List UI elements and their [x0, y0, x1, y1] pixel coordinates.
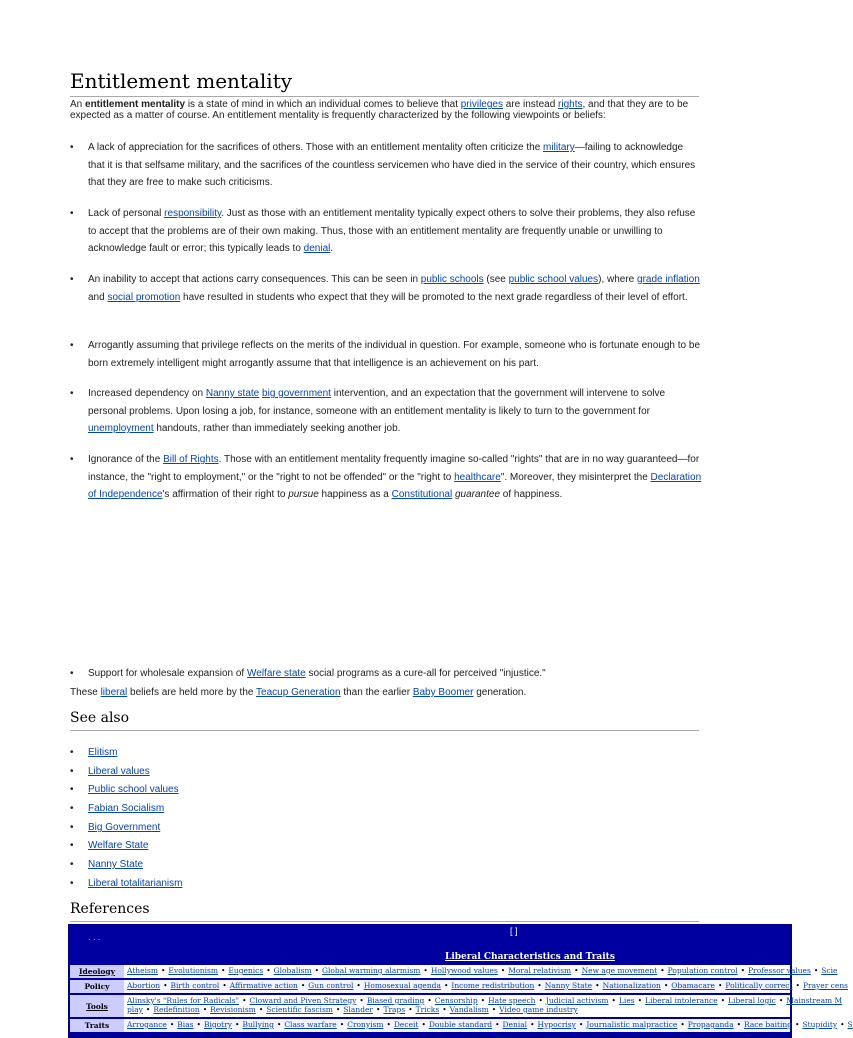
see-also-item — [70, 821, 160, 835]
navbox-row-items — [127, 996, 843, 1005]
bullet-icon: • — [70, 208, 74, 219]
link-liberal-values[interactable]: Liberal values — [88, 766, 150, 777]
navbox-link[interactable]: Class warfare — [284, 1020, 337, 1029]
navbox-row-ideology — [70, 965, 838, 978]
navbox-link[interactable]: Cronyism — [347, 1020, 384, 1029]
link-welfare-state[interactable]: Welfare state — [247, 668, 306, 679]
navbox-row-label: Traits — [70, 1019, 124, 1032]
closing-paragraph: These liberal beliefs are held more by the Teacup Generation than the earlier Baby Boomer generation. — [70, 687, 527, 698]
separator-dot-icon: • — [491, 1005, 497, 1014]
navbox-link[interactable]: Atheism — [127, 966, 158, 975]
list-item: • Ignorance of the Bill of Rights. Those with an entitlement mentality frequently imagine so-called "rights" that are in no way guaranteed—for instance, the "right to employment," or the "right to not be offended" or the "right to healthcare". Moreover, they misinterpret the Declaration of Independence's affirmation of their right to pursue happiness as a Constitutional guarantee of happiness. — [70, 451, 702, 504]
navbox-link[interactable]: Scie — [821, 966, 838, 975]
navbox-row-label[interactable]: Tools — [70, 995, 124, 1017]
separator-dot-icon: • — [235, 1020, 240, 1029]
navbox-link[interactable]: Arrogance — [127, 1020, 167, 1029]
navbox-link[interactable]: Video game industry — [499, 1005, 578, 1014]
separator-dot-icon: • — [717, 981, 723, 990]
link-social-promotion[interactable]: social promotion — [107, 291, 181, 303]
navbox-link[interactable]: Alinsky's "Rules for Radicals" — [127, 996, 240, 1005]
link-nanny-state[interactable]: Nanny state — [205, 388, 260, 399]
separator-dot-icon: • — [740, 966, 746, 975]
separator-dot-icon: • — [300, 981, 306, 990]
separator-dot-icon: • — [574, 966, 579, 975]
navbox-link[interactable]: Prayer cens — [802, 981, 849, 990]
navbox-link[interactable]: Obamacare — [671, 981, 715, 990]
navbox-link[interactable]: Revisionism — [210, 1005, 256, 1014]
separator-dot-icon: • — [795, 1020, 800, 1029]
list-item: • Increased dependency on Nanny state big government intervention, and an expectation that the government will intervene to solve personal problems. Upon losing a job, for instance, someone with an entitlement mentality is likely to turn to the government for unemployment handouts, rather than immediately seeking another job. — [70, 385, 702, 438]
references-heading: References — [70, 900, 699, 922]
navbox-link[interactable]: Denial — [502, 1020, 528, 1029]
separator-dot-icon: • — [202, 1005, 208, 1014]
navbox-link[interactable]: Judicial activism — [545, 996, 609, 1005]
navbox-link[interactable]: Vandalism — [449, 1005, 489, 1014]
list-item: • An inability to accept that actions carry consequences. This can be seen in public schools (see public school values), where grade inflation and social promotion have resulted in students who expect that they will be promoted to the next grade regardless of their level of effort. — [70, 271, 702, 306]
navbox-link[interactable]: New age movement — [581, 966, 658, 975]
separator-dot-icon: • — [611, 996, 616, 1005]
link-military[interactable]: military — [543, 142, 575, 153]
link-liberal[interactable]: liberal — [100, 687, 128, 698]
navbox-view-links[interactable]: · · · — [88, 935, 101, 944]
navbox-link[interactable]: Hypocrisy — [537, 1020, 576, 1029]
bullet-icon: • — [70, 840, 74, 851]
link-big-government-see-also[interactable]: Big Government — [88, 822, 161, 833]
navbox-row-items — [127, 966, 838, 975]
link-welfare-state-see-also[interactable]: Welfare State — [88, 840, 149, 851]
navbox-link[interactable]: Moral relativism — [508, 966, 572, 975]
navbox-link[interactable]: Bigotry — [203, 1020, 233, 1029]
navbox-toggle[interactable]: [ ] — [510, 926, 518, 936]
separator-dot-icon: • — [356, 981, 361, 990]
navbox-link[interactable]: Deceit — [393, 1020, 419, 1029]
link-public-school-values[interactable]: public school values — [508, 274, 599, 285]
separator-dot-icon: • — [443, 981, 449, 990]
navbox-link[interactable]: Bias — [177, 1020, 194, 1029]
navbox-link[interactable]: Propaganda — [687, 1020, 734, 1029]
link-big-government[interactable]: big government — [262, 388, 331, 399]
navbox-link[interactable]: Globalism — [273, 966, 312, 975]
separator-dot-icon: • — [408, 1005, 413, 1014]
navbox-link[interactable]: Population control — [667, 966, 738, 975]
bullet-icon: • — [70, 454, 74, 465]
see-also-item — [70, 802, 164, 816]
separator-dot-icon: • — [530, 1020, 535, 1029]
see-also-item — [70, 746, 117, 760]
navbox-row-items — [127, 1020, 853, 1029]
navbox-link[interactable]: Hollywood values — [430, 966, 498, 975]
navbox-link[interactable]: Censorship — [434, 996, 478, 1005]
link-rights[interactable]: rights — [558, 99, 583, 110]
link-baby-boomer[interactable]: Baby Boomer — [412, 687, 474, 698]
bullet-icon: • — [70, 747, 74, 758]
link-public-school-values-see-also[interactable]: Public school values — [88, 784, 179, 795]
bullet-icon: • — [70, 766, 74, 777]
navbox-link[interactable]: Cloward and Piven Strategy — [249, 996, 357, 1005]
separator-dot-icon: • — [376, 1005, 381, 1014]
navbox-link[interactable]: Slander — [343, 1005, 374, 1014]
bullet-icon: • — [70, 859, 74, 870]
see-also-heading: See also — [70, 709, 699, 731]
navbox-link[interactable]: Affirmative action — [229, 981, 298, 990]
separator-dot-icon: • — [500, 966, 506, 975]
link-declaration-of-independence[interactable]: Declaration of Independence — [88, 471, 702, 500]
separator-dot-icon: • — [495, 1020, 500, 1029]
navbox-link[interactable]: Race baiting — [744, 1020, 793, 1029]
navbox-link[interactable]: Scientific fascism — [266, 1005, 333, 1014]
navbox-link[interactable]: Eugenics — [228, 966, 264, 975]
separator-dot-icon: • — [537, 981, 542, 990]
separator-dot-icon: • — [242, 996, 247, 1005]
see-also-item — [70, 765, 150, 779]
link-fabian-socialism[interactable]: Fabian Socialism — [88, 803, 165, 814]
separator-dot-icon: • — [423, 966, 428, 975]
navbox-link[interactable]: Hate speech — [488, 996, 536, 1005]
navbox-row-policy — [70, 980, 849, 993]
list-item: • A lack of appreciation for the sacrifices of others. Those with an entitlement mentality often criticize the military—failing to acknowledge that it is that selfsame military, and the sacrifices of the countless servicemen who have died in the service of their country, which ensures that they are free to make such criticisms. — [70, 139, 702, 192]
navbox-row-label[interactable]: Ideology — [70, 965, 124, 978]
bullet-icon: • — [70, 822, 74, 833]
separator-dot-icon: • — [266, 966, 271, 975]
link-nanny-state-see-also[interactable]: Nanny State — [88, 859, 144, 870]
list-item: • Arrogantly assuming that privilege reflects on the merits of the individual in question. For example, someone who is fortunate enough to be born extremely intelligent might arrogantly assume that that intelligence is an achievement on his part. — [70, 337, 702, 372]
separator-dot-icon: • — [538, 996, 543, 1005]
navbox-link[interactable]: Homosexual agenda — [363, 981, 441, 990]
bullet-icon: • — [70, 274, 74, 285]
navbox-row-items — [127, 981, 849, 990]
see-also-item — [70, 783, 179, 797]
see-also-item — [70, 858, 143, 872]
separator-dot-icon: • — [276, 1020, 282, 1029]
see-also-item — [70, 877, 183, 891]
link-responsibility[interactable]: responsibility — [164, 208, 222, 219]
navbox-link[interactable]: Traps — [383, 1005, 406, 1014]
link-healthcare[interactable]: healthcare — [454, 471, 501, 483]
navbox-link[interactable]: Global warming alarmism — [322, 966, 421, 975]
navbox-link[interactable]: Double standard — [428, 1020, 493, 1029]
navbox-link[interactable]: Stupidity — [802, 1020, 838, 1029]
see-also-item — [70, 839, 148, 853]
navbox-link[interactable]: play — [127, 1005, 143, 1014]
separator-dot-icon: • — [160, 966, 166, 975]
list-item: • Lack of personal responsibility. Just as those with an entitlement mentality typically expect others to solve their problems, they also refuse to accept that the problems are of their own making. Thus, those with an entitlement mentality are frequently unable or unwilling to acknowledge fault or error; this typically leads to denial. — [70, 205, 702, 258]
separator-dot-icon: • — [660, 966, 665, 975]
separator-dot-icon: • — [442, 1005, 447, 1014]
navbox-link[interactable]: Tricks — [415, 1005, 440, 1014]
navbox-link[interactable]: Income redistribution — [451, 981, 535, 990]
separator-dot-icon: • — [595, 981, 600, 990]
separator-dot-icon: • — [720, 996, 726, 1005]
separator-dot-icon: • — [778, 996, 784, 1005]
separator-dot-icon: • — [480, 996, 486, 1005]
link-public-schools[interactable]: public schools — [420, 274, 484, 285]
separator-dot-icon: • — [663, 981, 669, 990]
intro-bold-term: entitlement mentality — [85, 99, 186, 110]
bullet-icon: • — [70, 803, 74, 814]
navbox-link[interactable]: Professor values — [748, 966, 811, 975]
separator-dot-icon: • — [359, 996, 364, 1005]
navbox-row-items-continued — [127, 1005, 790, 1014]
link-privileges[interactable]: privileges — [460, 99, 503, 110]
separator-dot-icon: • — [795, 981, 800, 990]
page-title: Entitlement mentality — [70, 68, 699, 97]
separator-dot-icon: • — [736, 1020, 741, 1029]
link-elitism[interactable]: Elitism — [88, 747, 118, 758]
separator-dot-icon: • — [386, 1020, 391, 1029]
navbox-row-tools — [70, 995, 843, 1017]
intro-paragraph: An entitlement mentality is a state of mind in which an individual comes to believe that privileges are instead rights, and that they are to be expected as a matter of course. An entitlement mentality is frequently characterized by the following viewpoints or beliefs: — [70, 99, 689, 121]
navbox-link[interactable]: Birth control — [170, 981, 220, 990]
navbox-link[interactable]: Evolutionism — [168, 966, 218, 975]
separator-dot-icon: • — [637, 996, 643, 1005]
separator-dot-icon: • — [220, 966, 226, 975]
separator-dot-icon: • — [169, 1020, 175, 1029]
navbox-link[interactable]: Nanny State — [544, 981, 593, 990]
navbox-link[interactable]: Liberal logic — [728, 996, 776, 1005]
link-constitutional[interactable]: Constitutional — [391, 489, 453, 500]
navbox-link[interactable]: Politically correct — [725, 981, 793, 990]
navbox-link[interactable]: Biased grading — [366, 996, 425, 1005]
link-bill-of-rights[interactable]: Bill of Rights — [163, 454, 219, 465]
bullet-icon: • — [70, 668, 74, 679]
list-item: • Support for wholesale expansion of Welfare state social programs as a cure-all for perceived "injustice." — [70, 665, 702, 683]
separator-dot-icon: • — [145, 1005, 151, 1014]
navbox-title[interactable]: Liberal Characteristics and Traits — [445, 952, 615, 962]
separator-dot-icon: • — [339, 1020, 345, 1029]
separator-dot-icon: • — [680, 1020, 685, 1029]
navbox-row-traits — [70, 1019, 853, 1032]
liberal-traits-navbox — [68, 924, 853, 1038]
separator-dot-icon: • — [421, 1020, 426, 1029]
bullet-icon: • — [70, 878, 74, 889]
separator-dot-icon: • — [258, 1005, 264, 1014]
separator-dot-icon: • — [163, 981, 168, 990]
link-liberal-totalitarianism[interactable]: Liberal totalitarianism — [88, 878, 183, 889]
separator-dot-icon: • — [578, 1020, 584, 1029]
separator-dot-icon: • — [813, 966, 819, 975]
link-denial[interactable]: denial — [303, 243, 331, 254]
separator-dot-icon: • — [427, 996, 432, 1005]
navbox-link[interactable]: Lies — [618, 996, 635, 1005]
link-unemployment[interactable]: unemployment — [88, 423, 154, 434]
bullet-icon: • — [70, 388, 74, 399]
navbox-link[interactable]: Mainstream M — [786, 996, 843, 1005]
bullet-icon: • — [70, 784, 74, 795]
link-grade-inflation[interactable]: grade inflation — [637, 274, 700, 285]
navbox-link[interactable]: Liberal intolerance — [645, 996, 718, 1005]
separator-dot-icon: • — [840, 1020, 845, 1029]
bullet-icon: • — [70, 340, 74, 351]
link-teacup-generation[interactable]: Teacup Generation — [256, 687, 341, 698]
navbox-link[interactable]: Gun control — [308, 981, 354, 990]
navbox-link[interactable]: Abortion — [127, 981, 161, 990]
navbox-link[interactable]: Nationalization — [602, 981, 661, 990]
separator-dot-icon: • — [196, 1020, 201, 1029]
navbox-link[interactable]: Journalistic malpractice — [586, 1020, 678, 1029]
navbox-link[interactable]: Bullying — [242, 1020, 274, 1029]
navbox-row-label: Policy — [70, 980, 124, 993]
separator-dot-icon: • — [335, 1005, 341, 1014]
separator-dot-icon: • — [314, 966, 320, 975]
separator-dot-icon: • — [222, 981, 227, 990]
bullet-icon: • — [70, 142, 74, 153]
navbox-link[interactable]: Redefinition — [153, 1005, 200, 1014]
navbox-link[interactable]: S — [847, 1020, 853, 1029]
